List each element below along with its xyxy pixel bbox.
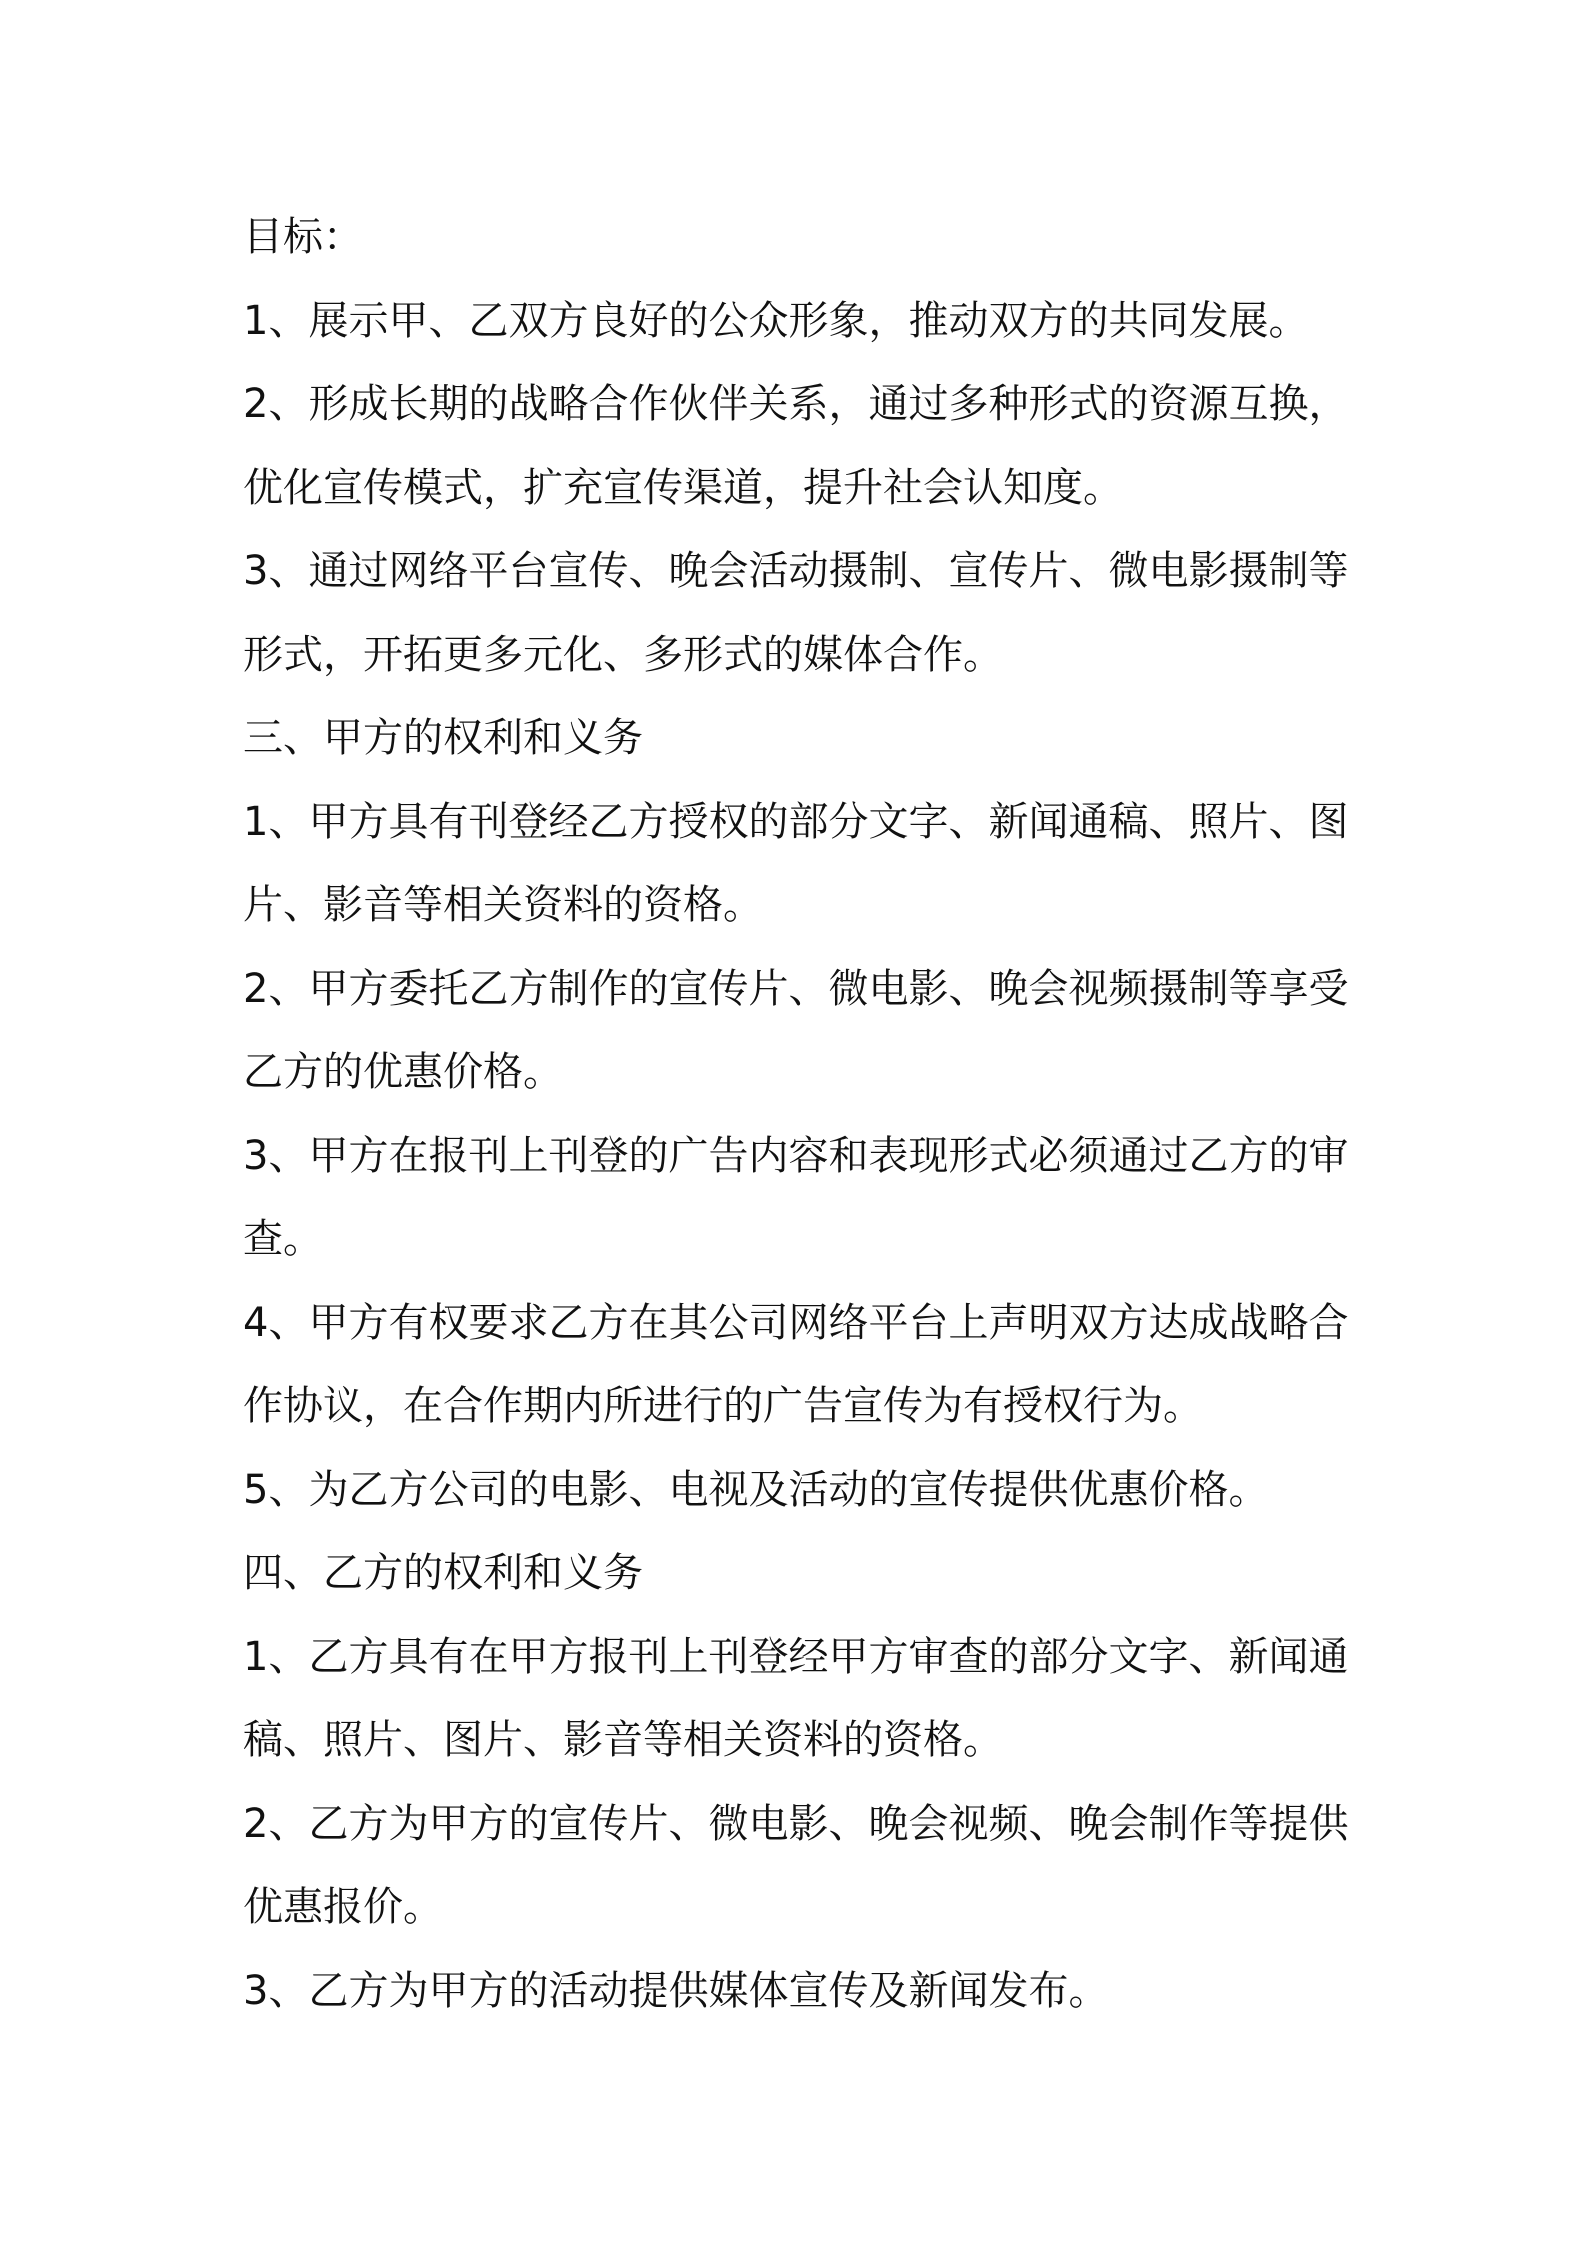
party-a-item-2-line-2: 乙方的优惠价格。 <box>243 1049 563 1095</box>
party-b-item-1-line-2: 稿、照片、图片、影音等相关资料的资格。 <box>243 1717 1003 1763</box>
party-a-item-1-line-1: 1、甲方具有刊登经乙方授权的部分文字、新闻通稿、照片、图 <box>243 798 1349 845</box>
party-a-item-3-line-1: 3、甲方在报刊上刊登的广告内容和表现形式必须通过乙方的审 <box>243 1132 1349 1179</box>
section-heading-goals: 目标： <box>243 214 363 260</box>
party-a-item-3-line-2: 查。 <box>243 1216 323 1262</box>
party-a-item-4-line-2: 作协议，在合作期内所进行的广告宣传为有授权行为。 <box>243 1383 1203 1429</box>
goal-item-3-line-1: 3、通过网络平台宣传、晚会活动摄制、宣传片、微电影摄制等 <box>243 548 1349 594</box>
section-heading-party-a: 三、甲方的权利和义务 <box>243 715 643 761</box>
goal-item-2-line-2: 优化宣传模式，扩充宣传渠道，提升社会认知度。 <box>243 464 1123 511</box>
section-heading-party-b: 四、乙方的权利和义务 <box>243 1550 643 1596</box>
party-a-item-2-line-1: 2、甲方委托乙方制作的宣传片、微电影、晚会视频摄制等享受 <box>243 965 1349 1012</box>
party-b-item-2-line-1: 2、乙方为甲方的宣传片、微电影、晚会视频、晚会制作等提供 <box>243 1800 1349 1847</box>
party-a-item-4-line-1: 4、甲方有权要求乙方在其公司网络平台上声明双方达成战略合 <box>243 1299 1349 1346</box>
party-b-item-2-line-2: 优惠报价。 <box>243 1884 443 1930</box>
goal-item-3-line-2: 形式，开拓更多元化、多形式的媒体合作。 <box>243 631 1003 678</box>
party-b-item-3: 3、乙方为甲方的活动提供媒体宣传及新闻发布。 <box>243 1967 1109 2014</box>
goal-item-1: 1、展示甲、乙双方良好的公众形象，推动双方的共同发展。 <box>243 297 1309 344</box>
party-a-item-5: 5、为乙方公司的电影、电视及活动的宣传提供优惠价格。 <box>243 1466 1269 1513</box>
document-body <box>243 196 1363 2033</box>
party-a-item-1-line-2: 片、影音等相关资料的资格。 <box>243 882 763 928</box>
goal-item-2-line-1: 2、形成长期的战略合作伙伴关系，通过多种形式的资源互换， <box>243 381 1349 427</box>
party-b-item-1-line-1: 1、乙方具有在甲方报刊上刊登经甲方审查的部分文字、新闻通 <box>243 1633 1349 1680</box>
